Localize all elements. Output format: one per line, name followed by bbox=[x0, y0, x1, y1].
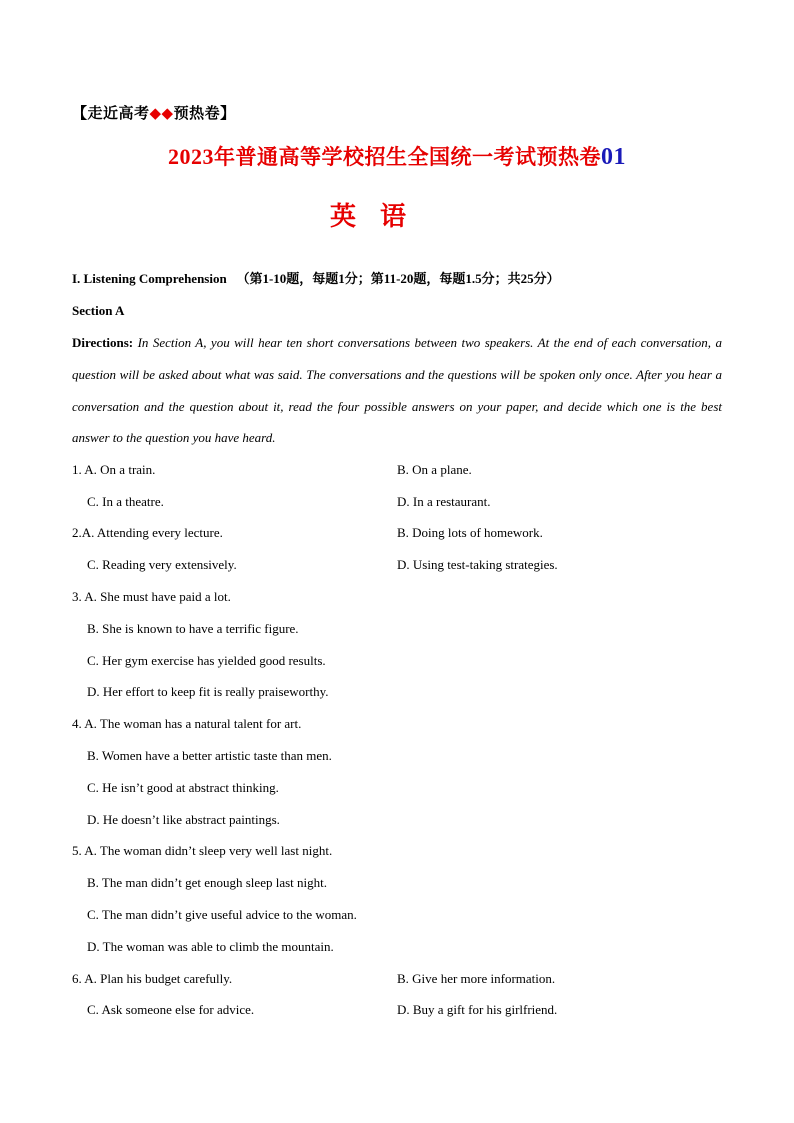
directions bbox=[72, 327, 722, 454]
exam-series-tag bbox=[72, 102, 236, 123]
title-text: 年普通高等学校招生全国统一考试预热卷 bbox=[214, 145, 601, 169]
q1-option-a: 1. A. On a train. bbox=[72, 462, 156, 477]
q5-option-a: 5. A. The woman didn’t sleep very well last night. bbox=[72, 843, 333, 858]
q5-option-c: C. The man didn’t give useful advice to the woman. bbox=[87, 907, 357, 922]
tag-right: 预热卷】 bbox=[173, 106, 236, 122]
title-year: 2023 bbox=[168, 144, 214, 169]
directions-text: In Section A, you will hear ten short conversations between two speakers. At the end of each conversation, a question will be asked about what was said. The conversations and the questions will be spoken only once. After you hear a conversation and the question about it, read the four possible answers on your paper, and decide which one is the best answer to the question you have heard. bbox=[72, 335, 722, 446]
q2-option-b: B. Doing lots of homework. bbox=[397, 525, 543, 540]
q1-option-d: D. In a restaurant. bbox=[397, 494, 491, 509]
q2-option-a: 2.A. Attending every lecture. bbox=[72, 525, 223, 540]
q4-option-c: C. He isn’t good at abstract thinking. bbox=[87, 780, 279, 795]
q5-option-d: D. The woman was able to climb the mountain. bbox=[87, 939, 334, 954]
q3-option-c: C. Her gym exercise has yielded good results. bbox=[87, 653, 326, 668]
title-number: 01 bbox=[601, 144, 626, 170]
q6-option-d: D. Buy a gift for his girlfriend. bbox=[397, 1002, 558, 1017]
q1-option-c: C. In a theatre. bbox=[87, 494, 164, 509]
q4-option-a: 4. A. The woman has a natural talent for art. bbox=[72, 716, 302, 731]
subject-heading: 英语 bbox=[329, 202, 430, 231]
q4-option-b: B. Women have a better artistic taste than men. bbox=[87, 748, 332, 763]
q5-option-b: B. The man didn’t get enough sleep last night. bbox=[87, 875, 327, 890]
q3-option-d: D. Her effort to keep fit is really praiseworthy. bbox=[87, 684, 329, 699]
diamond-icons: ◆◆ bbox=[149, 106, 174, 122]
q3-option-a: 3. A. She must have paid a lot. bbox=[72, 589, 231, 604]
q3-option-b: B. She is known to have a terrific figure. bbox=[87, 621, 299, 636]
q2-option-c: C. Reading very extensively. bbox=[87, 557, 237, 572]
section-heading: Section A bbox=[72, 303, 125, 318]
q1-option-b: B. On a plane. bbox=[397, 462, 472, 477]
part-title: I. Listening Comprehension bbox=[72, 271, 227, 286]
q6-option-a: 6. A. Plan his budget carefully. bbox=[72, 971, 233, 986]
part-scoring: （第1-10题，每题1分；第11-20题，每题1.5分；共25分） bbox=[236, 271, 560, 286]
exam-title bbox=[0, 141, 794, 171]
q6-option-b: B. Give her more information. bbox=[397, 971, 556, 986]
directions-label: Directions: bbox=[72, 335, 134, 350]
tag-left: 【走近高考 bbox=[72, 106, 150, 122]
q4-option-d: D. He doesn’t like abstract paintings. bbox=[87, 812, 280, 827]
q6-option-c: C. Ask someone else for advice. bbox=[87, 1002, 255, 1017]
q2-option-d: D. Using test-taking strategies. bbox=[397, 557, 558, 572]
part-heading bbox=[72, 271, 560, 287]
